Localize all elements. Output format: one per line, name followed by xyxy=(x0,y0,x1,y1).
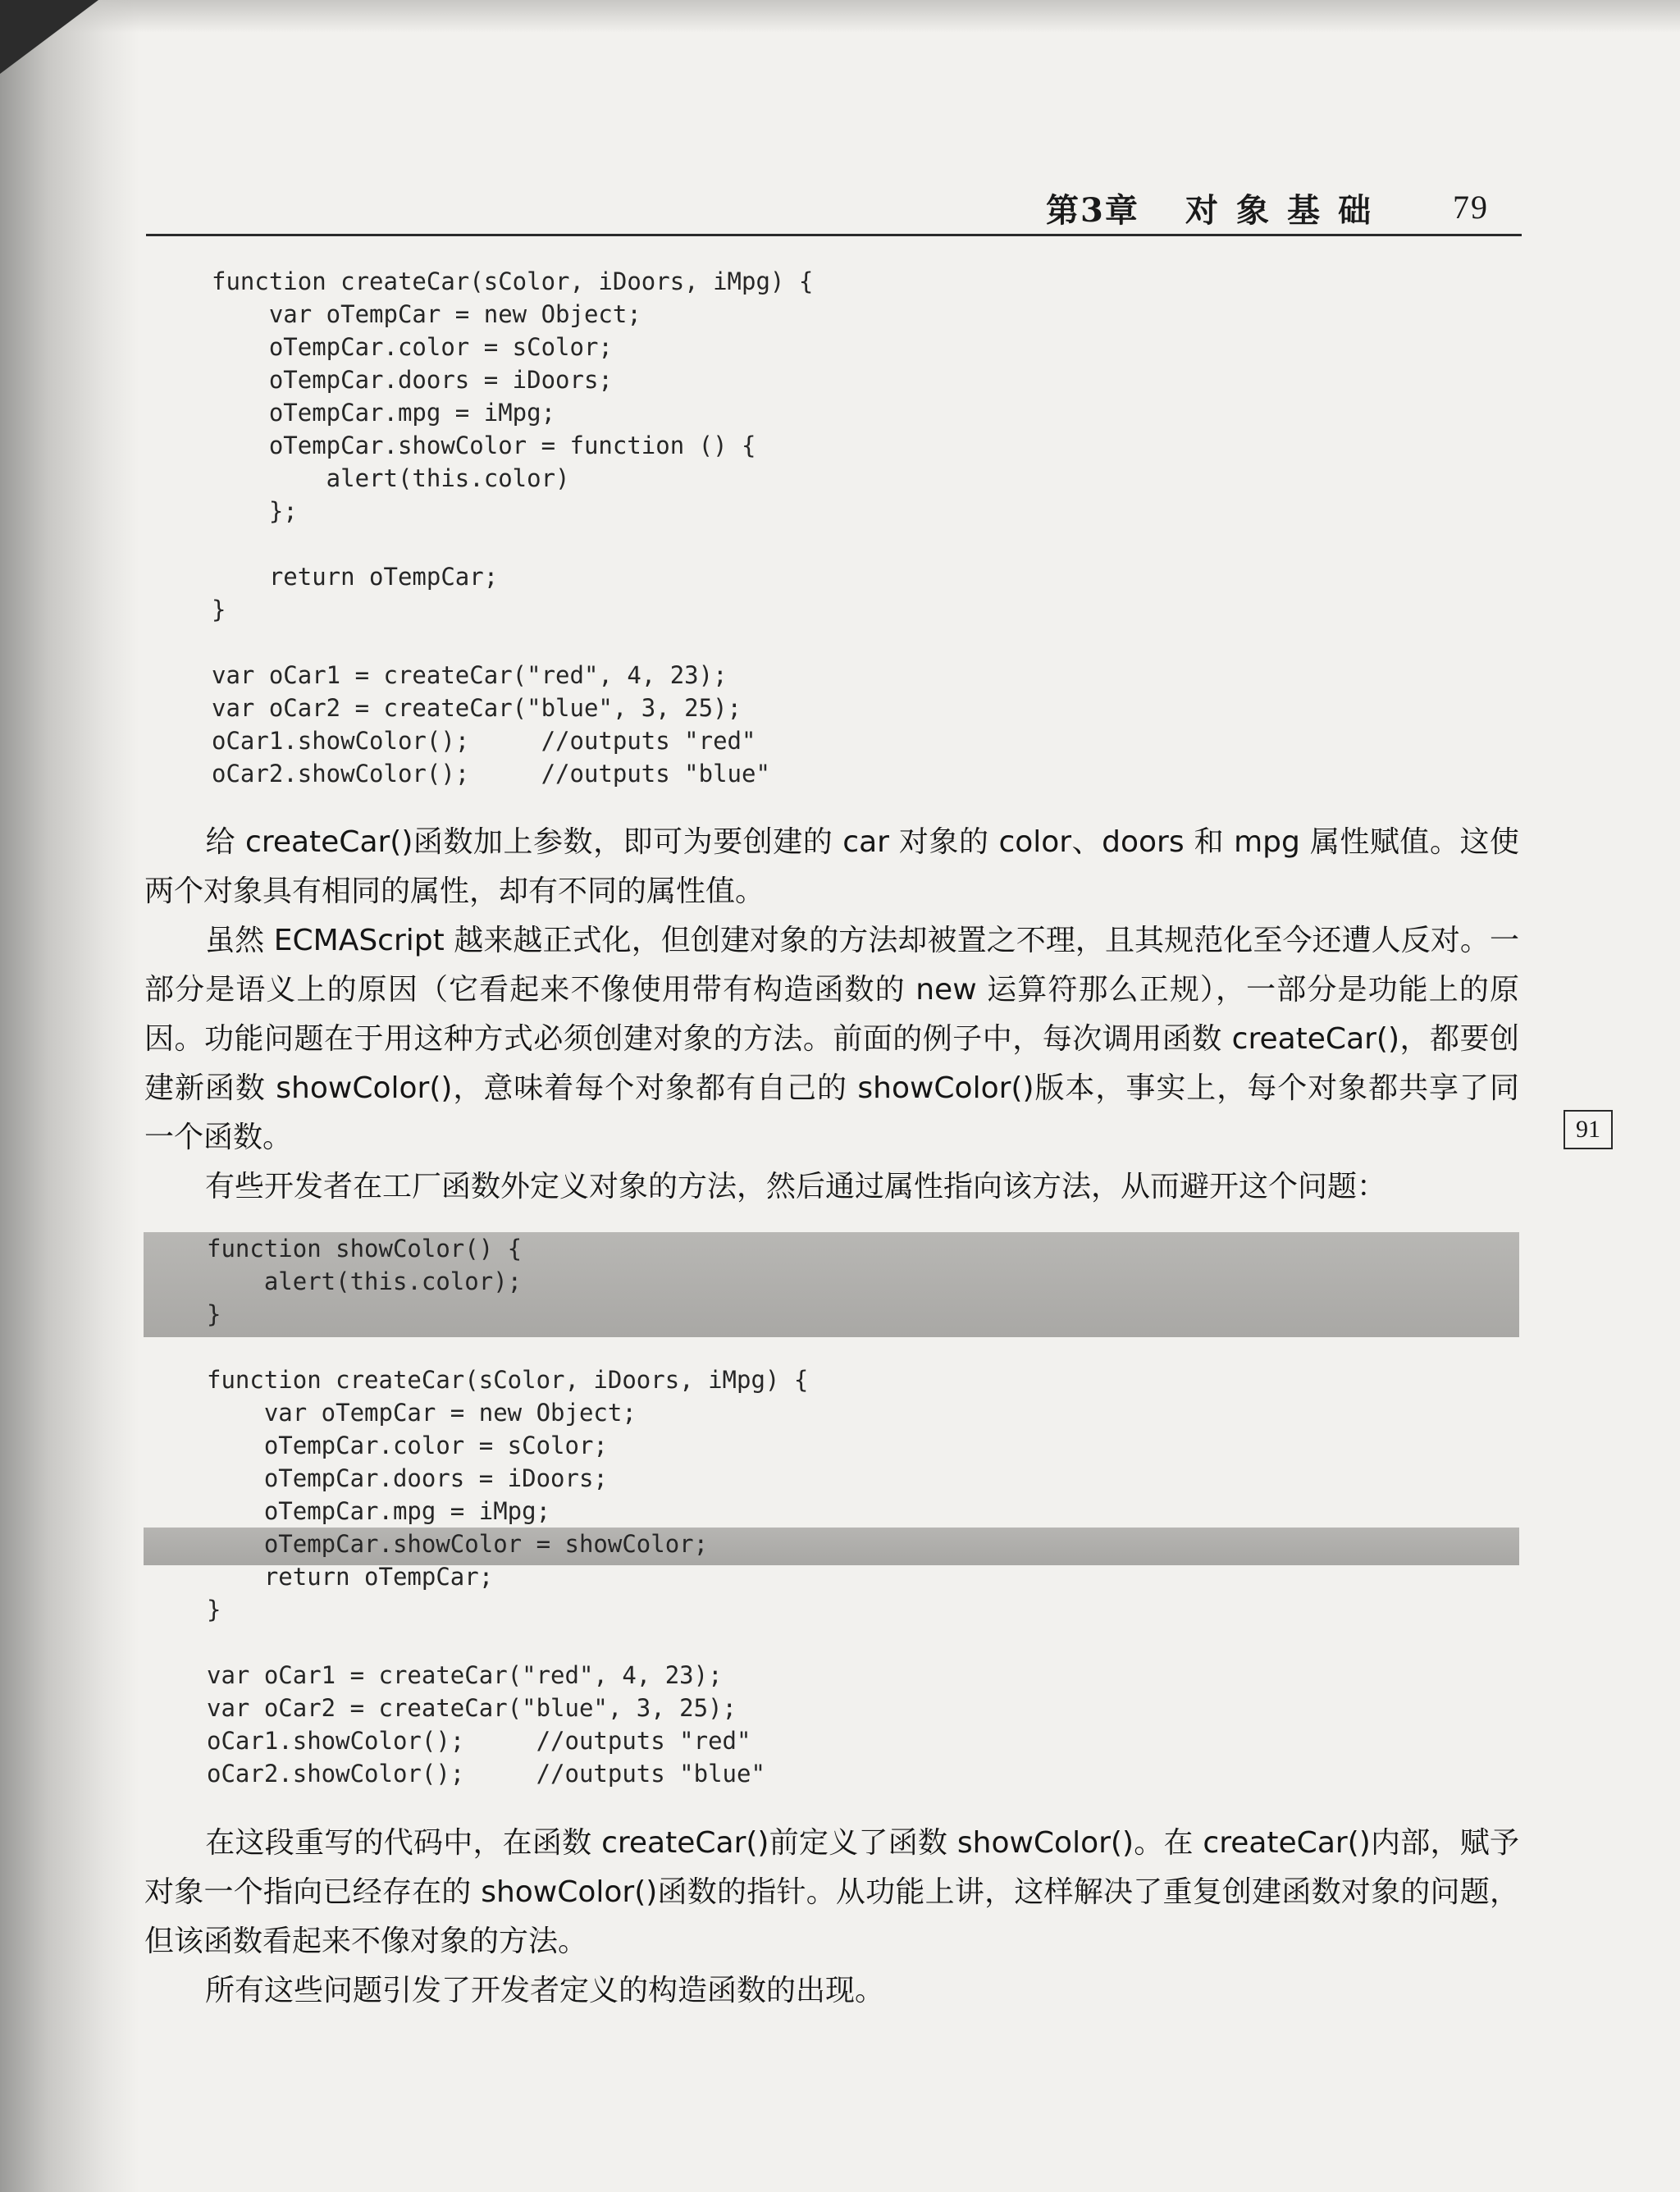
paragraph-3 xyxy=(144,1162,1519,1212)
code-line: function showColor() { xyxy=(207,1235,523,1263)
code-line: var oCar1 = createCar("red", 4, 23); xyxy=(207,1661,723,1689)
page-top-shadow xyxy=(0,0,1680,33)
paragraph-4-text: 在这段重写的代码中，在函数 createCar()前定义了函数 showColor()。在 createCar()内部，赋予对象一个指向已经存在的 showColor()函数的指针。从功能上讲，这样解决了重复创建函数对象的问题，但该函数看起来不像对象的方法。 xyxy=(144,1826,1519,1958)
code-line: var oCar2 = createCar("blue", 3, 25); xyxy=(212,694,742,722)
code-line xyxy=(212,626,813,659)
code-line: function createCar(sColor, iDoors, iMpg) { xyxy=(212,267,814,295)
code-line xyxy=(207,1626,808,1659)
code-line: oTempCar.doors = iDoors; xyxy=(207,1464,608,1492)
code-line: oCar2.showColor(); //outputs "blue" xyxy=(207,1760,765,1788)
code-line: function createCar(sColor, iDoors, iMpg) { xyxy=(207,1366,809,1394)
code-line: alert(this.color) xyxy=(212,464,570,492)
code-line: var oCar1 = createCar("red", 4, 23); xyxy=(212,661,728,689)
paragraph-1 xyxy=(144,818,1519,916)
code-line: oCar2.showColor(); //outputs "blue" xyxy=(212,760,770,788)
code-line: } xyxy=(207,1300,221,1328)
page-number: 79 xyxy=(1453,189,1489,226)
code-line: oTempCar.color = sColor; xyxy=(212,333,613,361)
code-block-1 xyxy=(212,265,813,790)
margin-page-marker: 91 xyxy=(1564,1110,1613,1149)
code-line: var oCar2 = createCar("blue", 3, 25); xyxy=(207,1694,737,1722)
paragraph-2 xyxy=(144,916,1519,1162)
code-line: oTempCar.showColor = showColor; xyxy=(207,1530,709,1558)
code-line: } xyxy=(207,1596,221,1623)
code-line: oTempCar.showColor = function () { xyxy=(212,432,756,459)
paragraph-2-text: 虽然 ECMAScript 越来越正式化，但创建对象的方法却被置之不理，且其规范化至今还遭人反对。一部分是语义上的原因（它看起来不像使用带有构造函数的 new 运算符那么正规），一部分是功能上的原因。功能问题在于用这种方式必须创建对象的方法。前面的例子中，每次调用函数 createCar()，都要创建新函数 showColor()，意味着每个对象都有自己的 showColor()版本，事实上，每个对象都共享了同一个函数。 xyxy=(144,924,1519,1154)
code-line xyxy=(207,1331,808,1363)
code-line: return oTempCar; xyxy=(207,1563,494,1591)
paragraph-4 xyxy=(144,1819,1519,1966)
paragraph-5-text: 所有这些问题引发了开发者定义的构造函数的出现。 xyxy=(205,1974,885,2007)
paragraph-5 xyxy=(144,1966,1519,2016)
code-line: var oTempCar = new Object; xyxy=(207,1399,637,1427)
code-line: oTempCar.color = sColor; xyxy=(207,1432,608,1459)
code-line xyxy=(212,527,813,560)
code-line: oTempCar.mpg = iMpg; xyxy=(212,399,556,427)
code-line: oCar1.showColor(); //outputs "red" xyxy=(212,727,756,755)
chapter-title: 对象基础 xyxy=(1185,191,1389,230)
code-line: oCar1.showColor(); //outputs "red" xyxy=(207,1727,751,1755)
code-line: return oTempCar; xyxy=(212,563,499,591)
code-line: } xyxy=(212,596,226,623)
code-block-2 xyxy=(207,1232,808,1790)
code-line: }; xyxy=(212,497,298,525)
code-line: oTempCar.doors = iDoors; xyxy=(212,366,613,394)
code-line: oTempCar.mpg = iMpg; xyxy=(207,1497,551,1525)
running-header xyxy=(1046,185,1522,234)
paragraph-1-text: 给 createCar()函数加上参数，即可为要创建的 car 对象的 color、doors 和 mpg 属性赋值。这使两个对象具有相同的属性，却有不同的属性值。 xyxy=(144,825,1519,908)
paragraph-3-text: 有些开发者在工厂函数外定义对象的方法，然后通过属性指向该方法，从而避开这个问题： xyxy=(205,1170,1387,1203)
code-line: alert(this.color); xyxy=(207,1267,523,1295)
page-gutter-shadow xyxy=(0,0,139,2192)
code-line: var oTempCar = new Object; xyxy=(212,300,641,328)
chapter-label: 第3章 xyxy=(1046,191,1139,230)
header-rule xyxy=(146,234,1522,236)
